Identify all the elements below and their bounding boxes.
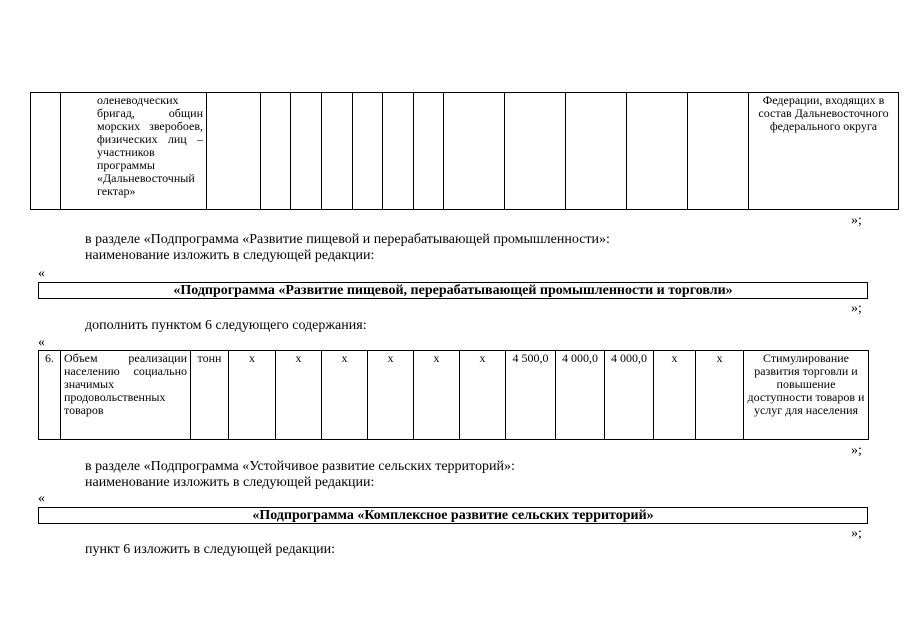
cell-value: х [696,351,744,440]
cell-value: 4 500,0 [506,351,556,440]
cell-value [353,93,383,210]
cell-value [291,93,322,210]
cell-indicator-name: оленеводческих бригад, общин морских зверобоев, физических лиц – участников программы «Дальневосточный гектар» [61,93,207,210]
cell-indicator-name: Объем реализации населению социально значимых продовольственных товаров [61,351,191,440]
subprogram-title: «Подпрограмма «Комплексное развитие сельских территорий» [38,507,868,524]
cell-unit [207,93,261,210]
table-continuation [30,92,899,210]
table-new-item [38,350,869,440]
cell-value: х [460,351,506,440]
paragraph: в разделе «Подпрограмма «Развитие пищевой и перерабатывающей промышленности»: [85,232,610,247]
closing-quote: »; [851,213,862,228]
cell-value: х [229,351,276,440]
paragraph: дополнить пунктом 6 следующего содержания: [85,318,367,333]
cell-value [627,93,688,210]
cell-purpose: Федерации, входящих в состав Дальневосточного федерального округа [749,93,899,210]
opening-quote: « [38,266,45,281]
cell-value: х [322,351,368,440]
table-row [31,93,899,210]
cell-num: 6. [39,351,61,440]
cell-value: 4 000,0 [605,351,654,440]
cell-value [505,93,566,210]
cell-value: х [276,351,322,440]
cell-unit: тонн [191,351,229,440]
closing-quote: »; [851,526,862,541]
closing-quote: »; [851,443,862,458]
cell-value: х [654,351,696,440]
cell-num [31,93,61,210]
cell-value [414,93,444,210]
cell-value [444,93,505,210]
paragraph: наименование изложить в следующей редакции: [85,248,375,263]
paragraph: пункт 6 изложить в следующей редакции: [85,542,335,557]
closing-quote: »; [851,301,862,316]
cell-value [383,93,414,210]
cell-value [261,93,291,210]
subprogram-title: «Подпрограмма «Развитие пищевой, перерабатывающей промышленности и торговли» [38,282,868,299]
cell-value: 4 000,0 [556,351,605,440]
cell-value: х [414,351,460,440]
cell-value [566,93,627,210]
cell-value: х [368,351,414,440]
opening-quote: « [38,491,45,506]
paragraph: в разделе «Подпрограмма «Устойчивое развитие сельских территорий»: [85,459,515,474]
opening-quote: « [38,335,45,350]
paragraph: наименование изложить в следующей редакции: [85,475,375,490]
cell-purpose: Стимулирование развития торговли и повышение доступности товаров и услуг для населения [744,351,869,440]
table-row [39,351,869,440]
cell-value [322,93,353,210]
cell-value [688,93,749,210]
